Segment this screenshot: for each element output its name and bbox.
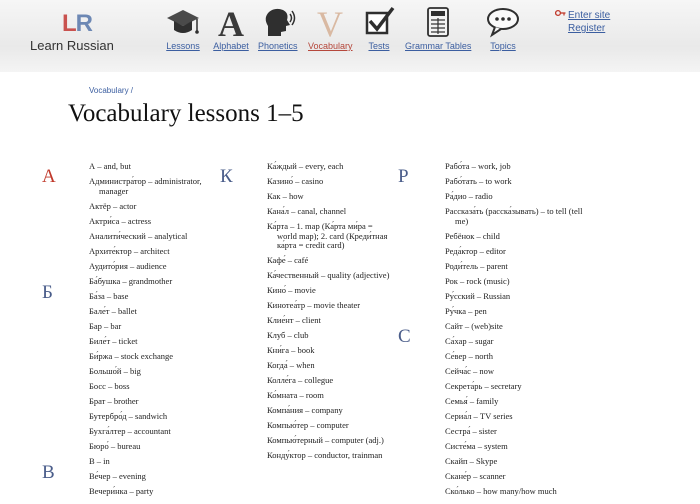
vocab-entry: Бюро́ – bureau <box>89 440 141 451</box>
vocab-entry: Администра́тор – administrator, manager <box>89 176 202 196</box>
vocab-entry: В – in <box>89 455 110 466</box>
vocab-entry: Рок – rock (music) <box>445 275 510 286</box>
vocab-entry: Скайп – Skype <box>445 455 498 466</box>
vocab-entry: Кинотеа́тр – movie theater <box>267 300 361 310</box>
vocab-entry: Семья́ – family <box>445 395 499 406</box>
vocab-entry: Большо́й – big <box>89 365 141 376</box>
letter-heading-a: А <box>42 166 56 187</box>
speaking-head-icon <box>259 4 297 40</box>
vocab-entry: Сериа́л – TV series <box>445 410 513 421</box>
vocab-entry: Бутербро́д – sandwich <box>89 410 168 421</box>
vocab-entry: Казино́ – casino <box>267 176 324 186</box>
vocab-entry: Клуб – club <box>267 330 309 340</box>
letter-heading-s: С <box>398 326 411 347</box>
letter-heading-k: К <box>220 166 233 187</box>
nav-label: Grammar Tables <box>405 41 472 51</box>
vocab-entry: Секрета́рь – secretary <box>445 380 522 391</box>
vocab-entry: Кни́га – book <box>267 345 315 355</box>
vocab-entry: Аналити́ческий – analytical <box>89 230 188 241</box>
vocab-entry: Ба́за – base <box>89 290 129 301</box>
top-header <box>0 0 700 72</box>
vocab-entry: Кафе́ – café <box>267 255 309 265</box>
vocab-entry: Рабо́тать – to work <box>445 176 512 186</box>
vocab-entry: Кино́ – movie <box>267 285 316 295</box>
vocab-entry: Конду́ктор – conductor, trainman <box>267 450 383 460</box>
nav-label: Topics <box>490 41 516 51</box>
nav-label: Vocabulary <box>308 41 353 51</box>
key-icon <box>555 9 566 17</box>
page-title: Vocabulary lessons 1–5 <box>68 100 304 127</box>
vocab-entry: Колле́га – collegue <box>267 375 334 385</box>
svg-text:V: V <box>317 4 344 40</box>
logo-mark: LR <box>62 10 93 37</box>
alphabet-letter-icon <box>212 4 250 40</box>
vocab-entry: Ве́чер – evening <box>89 470 146 481</box>
vocab-entry: Сайт – (web)site <box>445 320 503 331</box>
nav-grammar-tables[interactable] <box>405 4 471 51</box>
vocab-entry: Ребёнок – child <box>445 230 500 241</box>
vocab-entry: А – and, but <box>89 161 132 171</box>
vocab-entry: Сестра́ – sister <box>445 425 497 436</box>
vocab-entry: Биле́т – ticket <box>89 335 138 346</box>
vocab-entry: Ба́бушка – grandmother <box>89 275 173 286</box>
vocab-entry: Скане́р – scanner <box>445 470 506 481</box>
vocab-entry: Ка́рта – 1. map (Ка́рта ми́ра = world map); 2. card (Креди́тная ка́рта = credit card) <box>267 221 388 250</box>
vocab-entry: Роди́тель – parent <box>445 260 508 271</box>
vocab-entry: Бухга́лтер – accountant <box>89 425 171 436</box>
vocab-entry: Бале́т – ballet <box>89 305 137 316</box>
vocab-entry: Рассказа́ть (расска́зывать) – to tell (tell me) <box>445 206 583 226</box>
vocab-entry: Как – how <box>267 191 304 201</box>
vocab-entry: Реда́ктор – editor <box>445 245 506 256</box>
vocab-entry: Брат – brother <box>89 395 139 406</box>
logo-text: Learn Russian <box>30 38 114 53</box>
vocab-entry: Вечери́нка – party <box>89 485 154 496</box>
register-link[interactable]: Register <box>568 23 606 34</box>
letter-heading-r: Р <box>398 166 409 187</box>
vocab-entry: Босс – boss <box>89 380 130 391</box>
vocab-entry: Ко́мната – room <box>267 390 324 400</box>
vocab-entry: Са́хар – sugar <box>445 335 494 346</box>
speech-bubble-icon <box>484 4 522 40</box>
vocab-entry: Компью́тер – computer <box>267 420 349 430</box>
vocab-entry: Ско́лько – how many/how much <box>445 485 557 496</box>
vocab-entry: Рабо́та – work, job <box>445 161 511 171</box>
nav-topics[interactable] <box>484 4 522 51</box>
vocab-column-1 <box>89 162 214 502</box>
vocab-entry: Ка́чественный – quality (adjective) <box>267 270 390 280</box>
vocab-entry: Клие́нт – client <box>267 315 321 325</box>
nav-label: Alphabet <box>213 41 249 51</box>
vocab-entry: Ка́ждый – every, each <box>267 161 344 171</box>
vocab-entry: Актёр – actor <box>89 200 137 211</box>
vocab-entry: Се́вер – north <box>445 350 493 361</box>
vocab-entry: Бар – bar <box>89 320 122 331</box>
vocab-entry: Кана́л – canal, channel <box>267 206 347 216</box>
vocab-entry: Сейча́с – now <box>445 365 495 376</box>
nav-lessons[interactable] <box>164 4 202 51</box>
vocab-entry: Ра́дио – radio <box>445 191 493 201</box>
letter-heading-b: Б <box>42 282 53 303</box>
nav-label: Tests <box>368 41 390 51</box>
vocabulary-letter-icon <box>311 4 349 40</box>
nav-vocabulary[interactable] <box>308 4 353 51</box>
vocab-entry: Ру́чка – pen <box>445 305 487 316</box>
nav-tests[interactable] <box>360 4 398 51</box>
svg-text:A: A <box>218 4 244 40</box>
vocab-entry: Компа́ния – company <box>267 405 343 415</box>
checkbox-icon <box>360 4 398 40</box>
nav-alphabet[interactable] <box>212 4 250 51</box>
vocab-entry: Ру́сский – Russian <box>445 290 511 301</box>
vocab-entry: Актри́са – actress <box>89 215 152 226</box>
vocab-column-3 <box>445 162 585 502</box>
letter-heading-v: В <box>42 462 55 483</box>
nav-phonetics[interactable] <box>258 4 298 51</box>
vocab-entry: Архите́ктор – architect <box>89 245 170 256</box>
vocab-entry: Компью́терный – computer (adj.) <box>267 435 384 445</box>
vocab-entry: Аудито́рия – audience <box>89 260 167 271</box>
auth-links <box>556 9 610 35</box>
vocab-entry: Систе́ма – system <box>445 440 508 451</box>
table-icon <box>419 4 457 40</box>
breadcrumb[interactable]: Vocabulary / <box>89 86 134 95</box>
nav-label: Phonetics <box>258 41 298 51</box>
vocab-column-2 <box>267 162 392 466</box>
nav-label: Lessons <box>166 41 200 51</box>
vocab-entry: Би́ржа – stock exchange <box>89 350 173 361</box>
enter-site-link[interactable]: Enter site <box>568 10 611 21</box>
graduation-cap-icon <box>164 4 202 40</box>
vocab-entry: Когда́ – when <box>267 360 315 370</box>
